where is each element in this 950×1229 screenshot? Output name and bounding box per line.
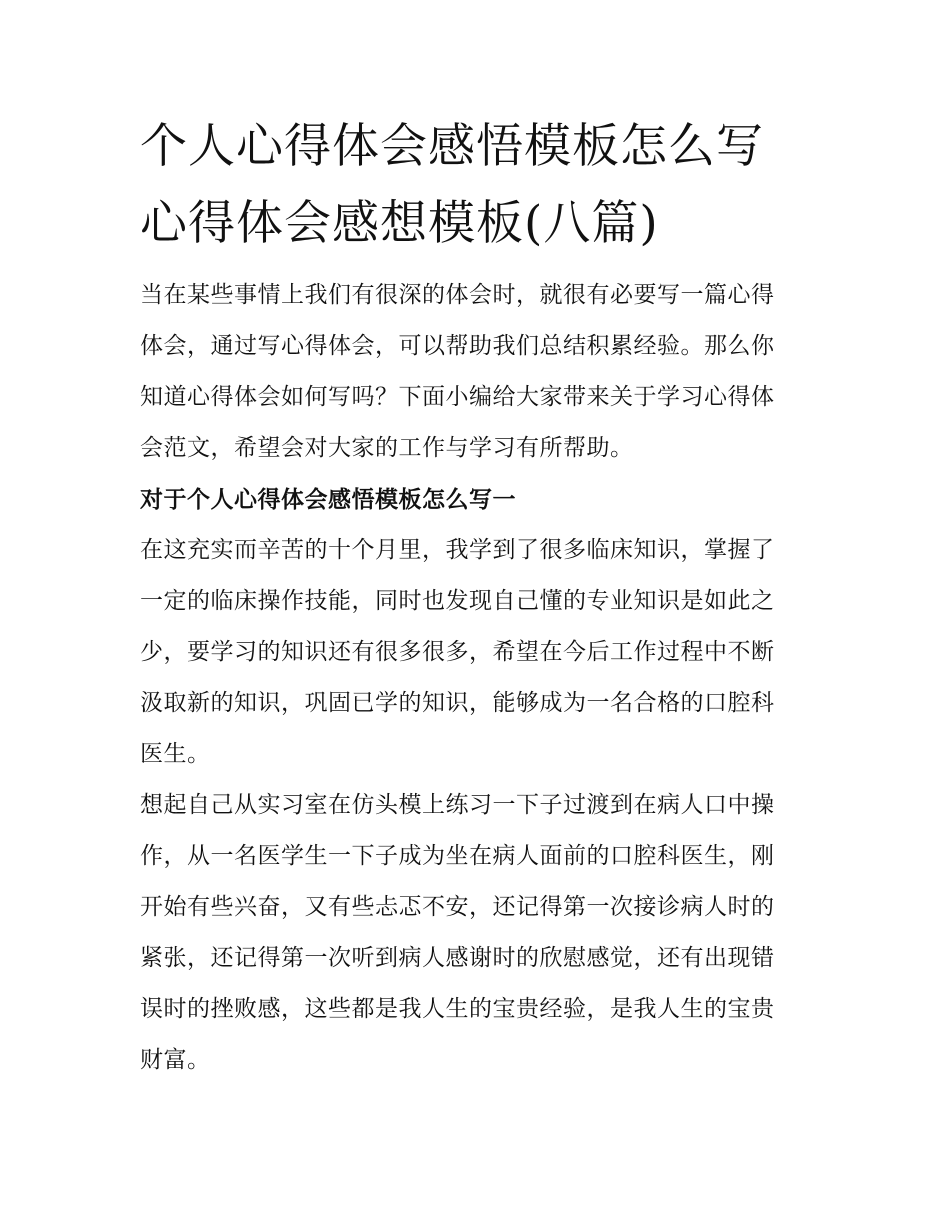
text-line: 开始有些兴奋，又有些忐忑不安，还记得第一次接诊病人时的 bbox=[140, 894, 775, 920]
body-paragraph-1 bbox=[140, 525, 816, 780]
text-line: 汲取新的知识，巩固已学的知识，能够成为一名合格的口腔科 bbox=[140, 690, 775, 716]
text-line: 想起自己从实习室在仿头模上练习一下子过渡到在病人口中操 bbox=[140, 792, 775, 818]
text-line: 作，从一名医学生一下子成为坐在病人面前的口腔科医生，刚 bbox=[140, 843, 775, 869]
body-paragraph-2 bbox=[140, 780, 816, 1086]
document-title bbox=[140, 108, 816, 262]
text-line: 紧张，还记得第一次听到病人感谢时的欣慰感觉，还有出现错 bbox=[140, 945, 775, 971]
intro-paragraph bbox=[140, 270, 816, 474]
text-line: 在这充实而辛苦的十个月里，我学到了很多临床知识，掌握了 bbox=[140, 537, 775, 563]
text-line: 医生。 bbox=[140, 741, 211, 767]
heading-line: 对于个人心得体会感悟模板怎么写一 bbox=[140, 486, 516, 513]
text-line: 会范文，希望会对大家的工作与学习有所帮助。 bbox=[140, 435, 634, 461]
text-line: 知道心得体会如何写吗？下面小编给大家带来关于学习心得体 bbox=[140, 384, 775, 410]
text-line: 体会，通过写心得体会，可以帮助我们总结积累经验。那么你 bbox=[140, 333, 775, 359]
text-line: 当在某些事情上我们有很深的体会时，就很有必要写一篇心得 bbox=[140, 282, 775, 308]
text-line: 少，要学习的知识还有很多很多，希望在今后工作过程中不断 bbox=[140, 639, 775, 665]
text-line: 一定的临床操作技能，同时也发现自己懂的专业知识是如此之 bbox=[140, 588, 775, 614]
text-line: 财富。 bbox=[140, 1047, 211, 1073]
title-line: 心得体会感想模板(八篇) bbox=[140, 196, 659, 251]
document-page bbox=[140, 108, 816, 1086]
title-line: 个人心得体会感悟模板怎么写 bbox=[140, 119, 764, 174]
section-heading bbox=[140, 474, 816, 525]
text-line: 误时的挫败感，这些都是我人生的宝贵经验，是我人生的宝贵 bbox=[140, 996, 775, 1022]
